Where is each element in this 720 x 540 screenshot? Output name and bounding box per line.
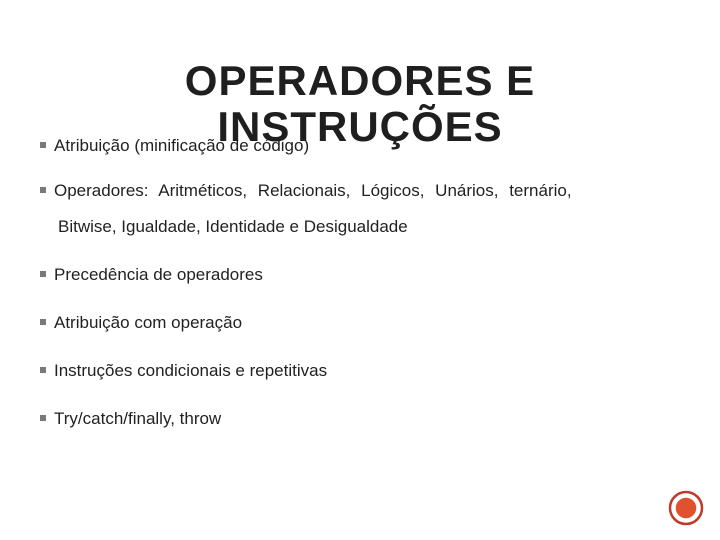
bullet-item: [40, 312, 680, 334]
bullet-item: [40, 264, 680, 286]
square-bullet-icon: [40, 319, 46, 325]
circle-badge-icon: [668, 490, 704, 526]
bullet-continuation-text: Bitwise, Igualdade, Identidade e Desigualdade: [58, 217, 408, 236]
bullet-item: [40, 180, 680, 238]
bullet-text: Instruções condicionais e repetitivas: [54, 361, 328, 380]
bullet-text: Atribuição (minificação de código): [54, 136, 310, 155]
square-bullet-icon: [40, 367, 46, 373]
slide-title: OPERADORES E INSTRUÇÕES: [184, 57, 536, 150]
square-bullet-icon: [40, 142, 46, 148]
bullet-text: Operadores: Aritméticos, Relacionais, Lógicos, Unários, ternário,: [54, 181, 572, 200]
bullet-item: [40, 408, 680, 430]
bullet-item: [40, 360, 680, 382]
bullet-text: Precedência de operadores: [54, 265, 263, 284]
square-bullet-icon: [40, 187, 46, 193]
bullet-text: Atribuição com operação: [54, 313, 243, 332]
bullet-text: Try/catch/finally, throw: [54, 409, 222, 428]
square-bullet-icon: [40, 271, 46, 277]
square-bullet-icon: [40, 415, 46, 421]
